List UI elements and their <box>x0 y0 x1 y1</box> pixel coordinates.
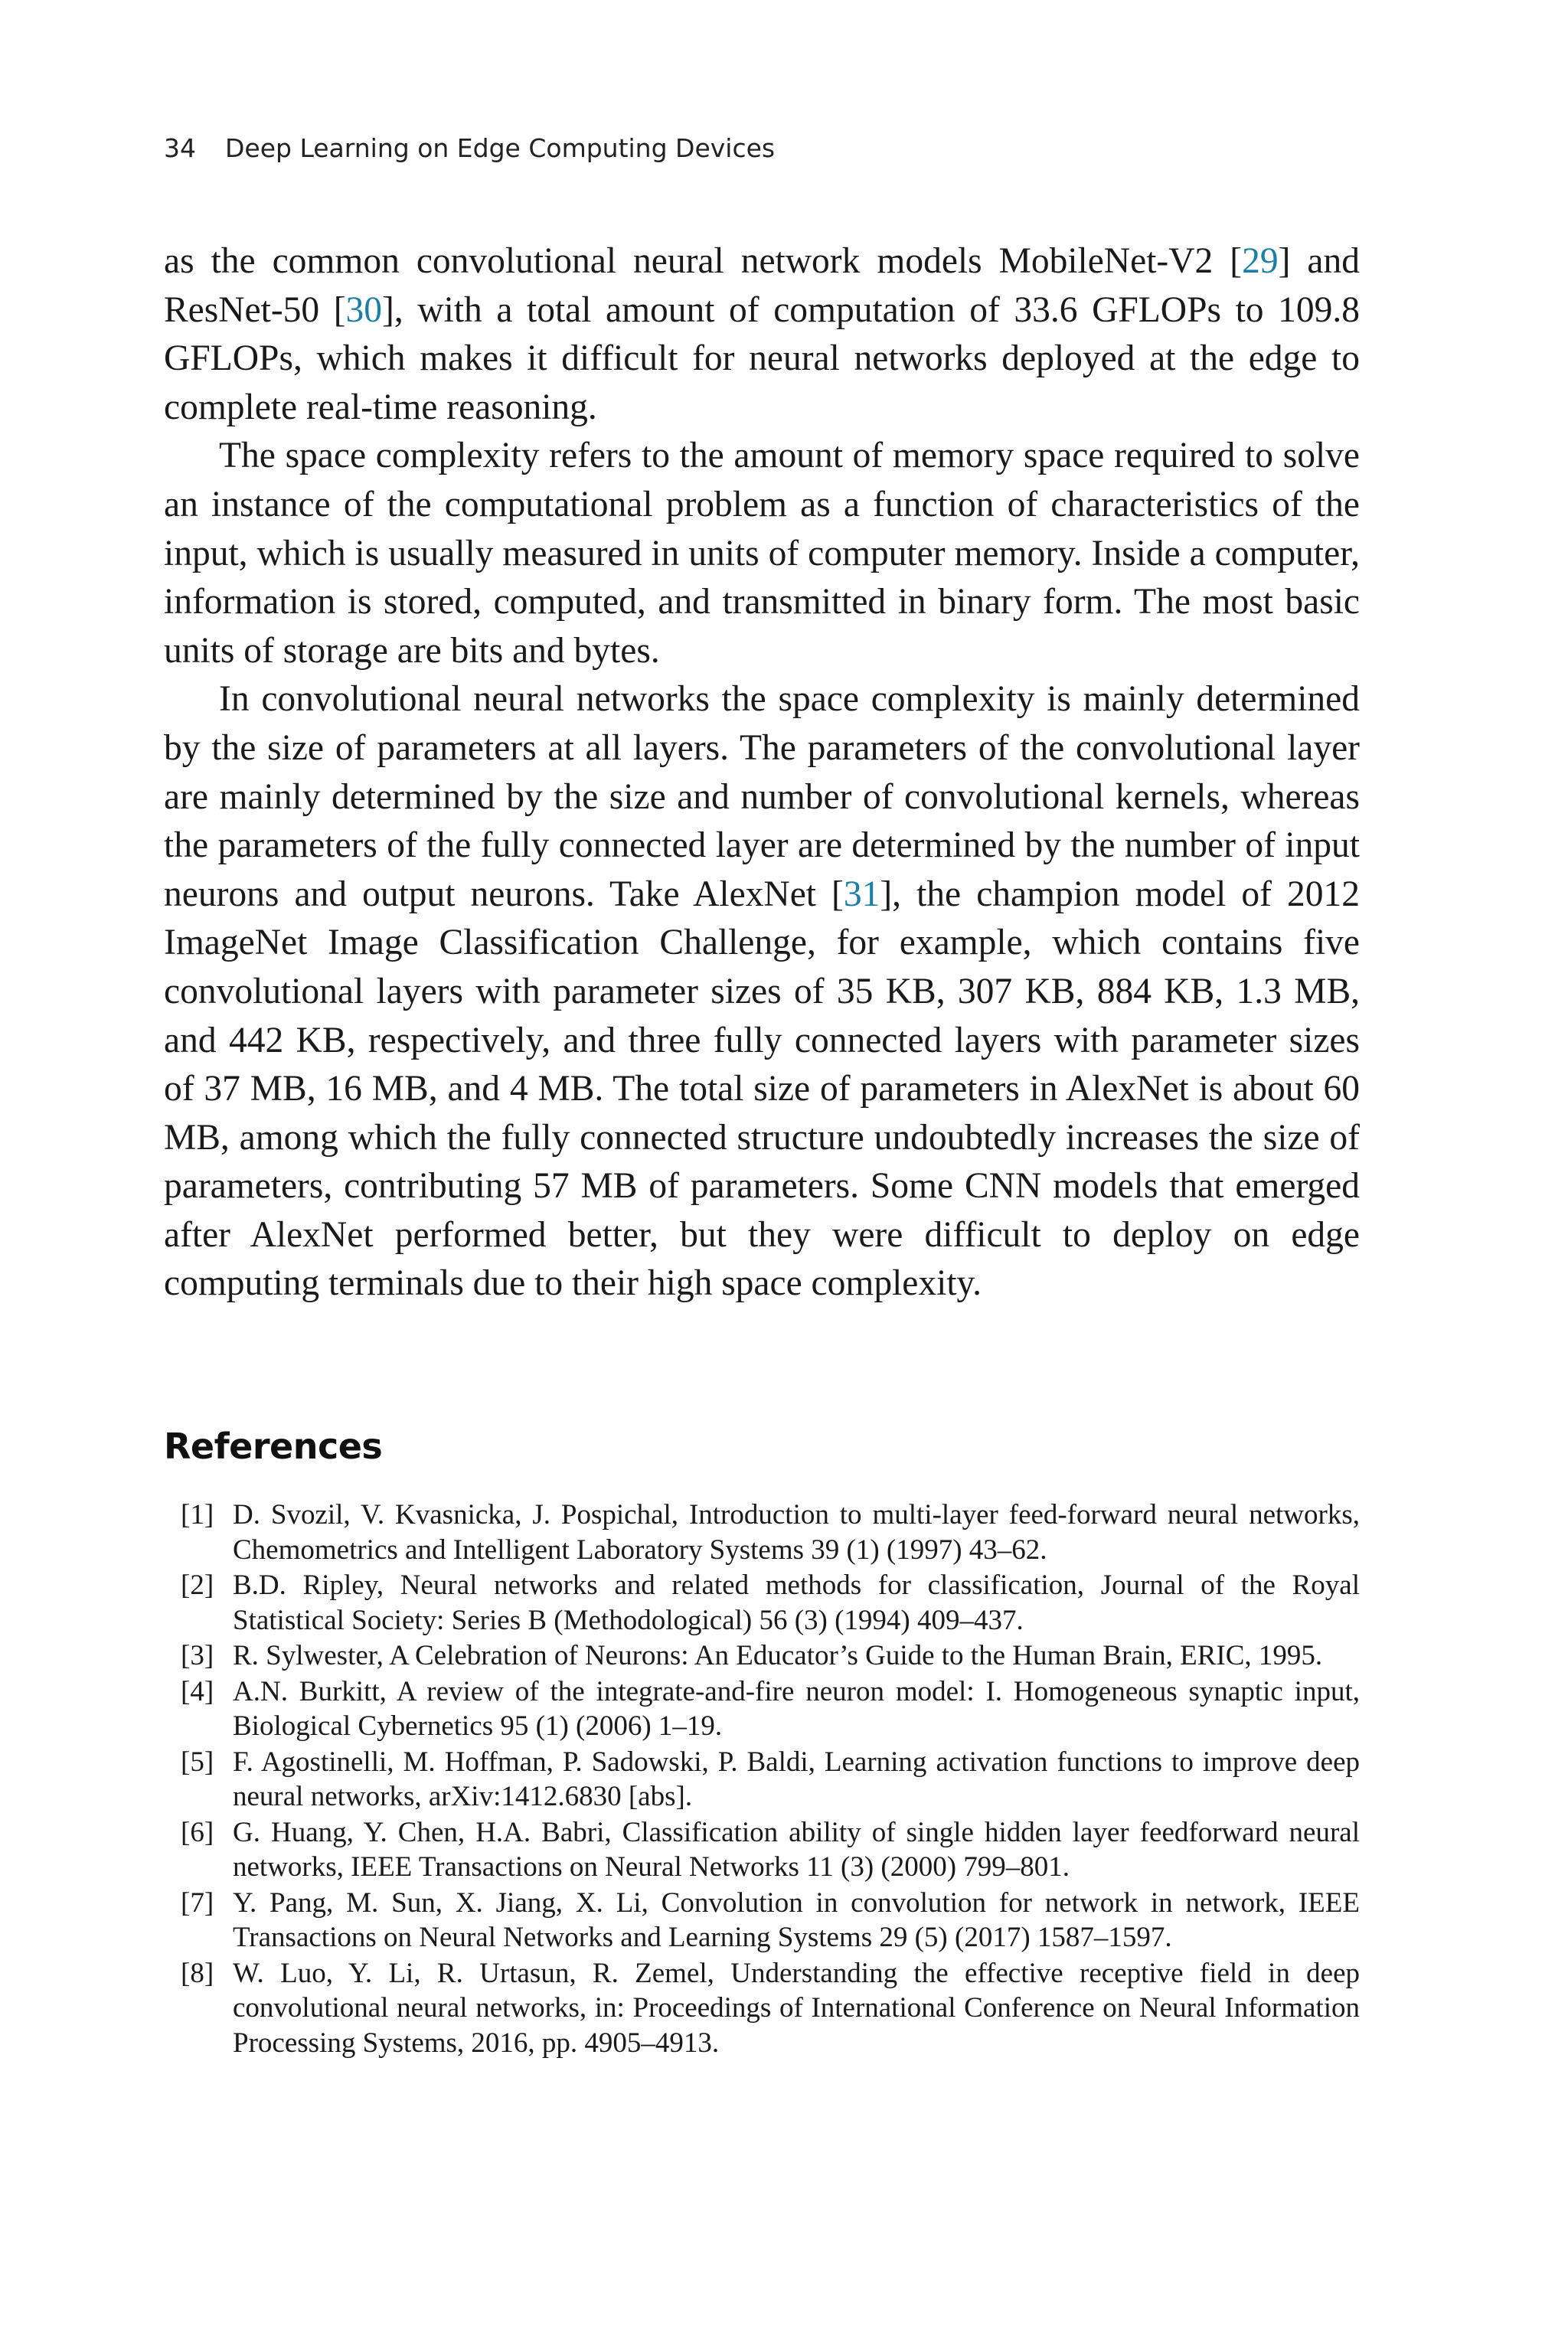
reference-number: [1] <box>181 1499 214 1530</box>
reference-item <box>164 1956 1360 2061</box>
citation-link-31[interactable]: 31 <box>843 874 880 914</box>
reference-number: [4] <box>181 1675 214 1707</box>
reference-text: Y. Pang, M. Sun, X. Jiang, X. Li, Convolution in convolution for network in network, IEEE Transactions on Neural Networks and Learning Systems 29 (5) (2017) 1587–1597. <box>233 1886 1360 1953</box>
reference-text: B.D. Ripley, Neural networks and related methods for classification, Journal of the Royal Statistical Society: Series B (Methodological) 56 (3) (1994) 409–437. <box>233 1570 1360 1636</box>
reference-number: [5] <box>181 1746 214 1778</box>
reference-item <box>164 1886 1360 1955</box>
paragraph-1 <box>164 237 1360 432</box>
reference-number: [2] <box>181 1570 214 1601</box>
reference-text: D. Svozil, V. Kvasnicka, J. Pospichal, Introduction to multi-layer feed-forward neural networks, Chemometrics and Intelligent Laboratory Systems 39 (1) (1997) 43–62. <box>233 1499 1360 1566</box>
reference-item <box>164 1745 1360 1815</box>
paragraph-1-text-c: ], with a total amount of computation of 33.6 GFLOPs to 109.8 GFLOPs, which makes it difficult for neural networks deployed at the edge to complete real-time reasoning. <box>164 289 1360 427</box>
reference-item <box>164 1815 1360 1885</box>
reference-item <box>164 1568 1360 1638</box>
reference-list <box>164 1498 1360 2061</box>
reference-number: [3] <box>181 1640 214 1671</box>
reference-number: [7] <box>181 1886 214 1919</box>
citation-link-30[interactable]: 30 <box>345 289 383 330</box>
paragraph-3-text-b: ], the champion model of 2012 ImageNet Image Classification Challenge, for example, which contains five convolutional layers with parameter sizes of 35 KB, 307 KB, 884 KB, 1.3 MB, and 442 KB, respectively, and three fully connected layers with parameter sizes of 37 MB, 16 MB, and 4 MB. The total size of parameters in AlexNet is about 60 MB, among which the fully connected structure undoubtedly increases the size of parameters, contributing 57 MB of parameters. Some CNN models that emerged after AlexNet performed better, but they were difficult to deploy on edge computing terminals due to their high space complexity. <box>164 874 1360 1304</box>
paragraph-3-text-a: In convolutional neural networks the space complexity is mainly determined by the size of parameters at all layers. The parameters of the convolutional layer are mainly determined by the size and number of convolutional kernels, whereas the parameters of the fully connected layer are determined by the number of input neurons and output neurons. Take AlexNet [ <box>164 679 1360 914</box>
running-title: Deep Learning on Edge Computing Devices <box>225 133 776 163</box>
reference-text: R. Sylwester, A Celebration of Neurons: An Educator’s Guide to the Human Brain, ERIC, 1995. <box>233 1640 1323 1671</box>
reference-item <box>164 1674 1360 1744</box>
references-heading: References <box>164 1426 383 1467</box>
paragraph-3 <box>164 675 1360 1308</box>
reference-item <box>164 1498 1360 1567</box>
body-text <box>164 237 1360 1308</box>
citation-link-29[interactable]: 29 <box>1242 241 1279 281</box>
paragraph-1-text-a: as the common convolutional neural network models MobileNet-V2 [ <box>164 241 1243 281</box>
reference-number: [6] <box>181 1816 214 1848</box>
reference-text: G. Huang, Y. Chen, H.A. Babri, Classification ability of single hidden layer feedforward neural networks, IEEE Transactions on Neural Networks 11 (3) (2000) 799–801. <box>233 1816 1360 1883</box>
reference-text: A.N. Burkitt, A review of the integrate-and-fire neuron model: I. Homogeneous synaptic input, Biological Cybernetics 95 (1) (2006) 1–19. <box>233 1675 1360 1742</box>
reference-text: W. Luo, Y. Li, R. Urtasun, R. Zemel, Understanding the effective receptive field in deep convolutional neural networks, in: Proceedings of International Conference on Neural Information Processing Systems, 2016, pp. 4905–4913. <box>233 1957 1360 2059</box>
reference-item <box>164 1638 1360 1674</box>
running-header <box>164 133 775 163</box>
page-number: 34 <box>164 133 196 163</box>
reference-number: [8] <box>181 1957 214 1989</box>
paragraph-2: The space complexity refers to the amount of memory space required to solve an instance of the computational problem as a function of characteristics of the input, which is usually measured in units of computer memory. Inside a computer, information is stored, computed, and transmitted in binary form. The most basic units of storage are bits and bytes. <box>164 436 1360 671</box>
reference-text: F. Agostinelli, M. Hoffman, P. Sadowski, P. Baldi, Learning activation functions to improve deep neural networks, arXiv:1412.6830 [abs]. <box>233 1746 1360 1812</box>
paragraph-1-text-b: ] and ResNet-50 [ <box>164 241 1360 330</box>
